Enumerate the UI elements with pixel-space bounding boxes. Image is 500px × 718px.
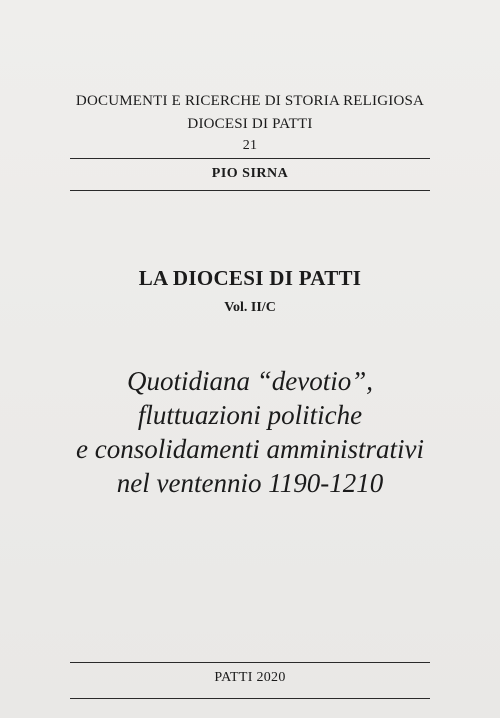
author-name: PIO SIRNA [211,166,289,181]
book-subtitle [0,364,500,500]
volume-label: Vol. II/C [224,300,276,315]
book-title: LA DIOCESI DI PATTI [138,266,362,290]
series-title: DOCUMENTI E RICERCHE DI STORIA RELIGIOSA [75,93,425,109]
subtitle-line: nel ventennio 1190-1210 [116,468,384,498]
bottom-divider-lower [70,698,430,699]
subtitle-line: Quotidiana “devotio”, [126,366,373,396]
subtitle-line: fluttuazioni politiche [137,400,363,430]
series-subtitle: DIOCESI DI PATTI [187,116,313,132]
series-number: 21 [242,138,258,153]
subtitle-line: e consolidamenti amministrativi [76,434,424,464]
publication-imprint: PATTI 2020 [214,670,286,685]
top-divider-upper [70,158,430,159]
top-divider-lower [70,190,430,191]
bottom-divider-upper [70,662,430,663]
